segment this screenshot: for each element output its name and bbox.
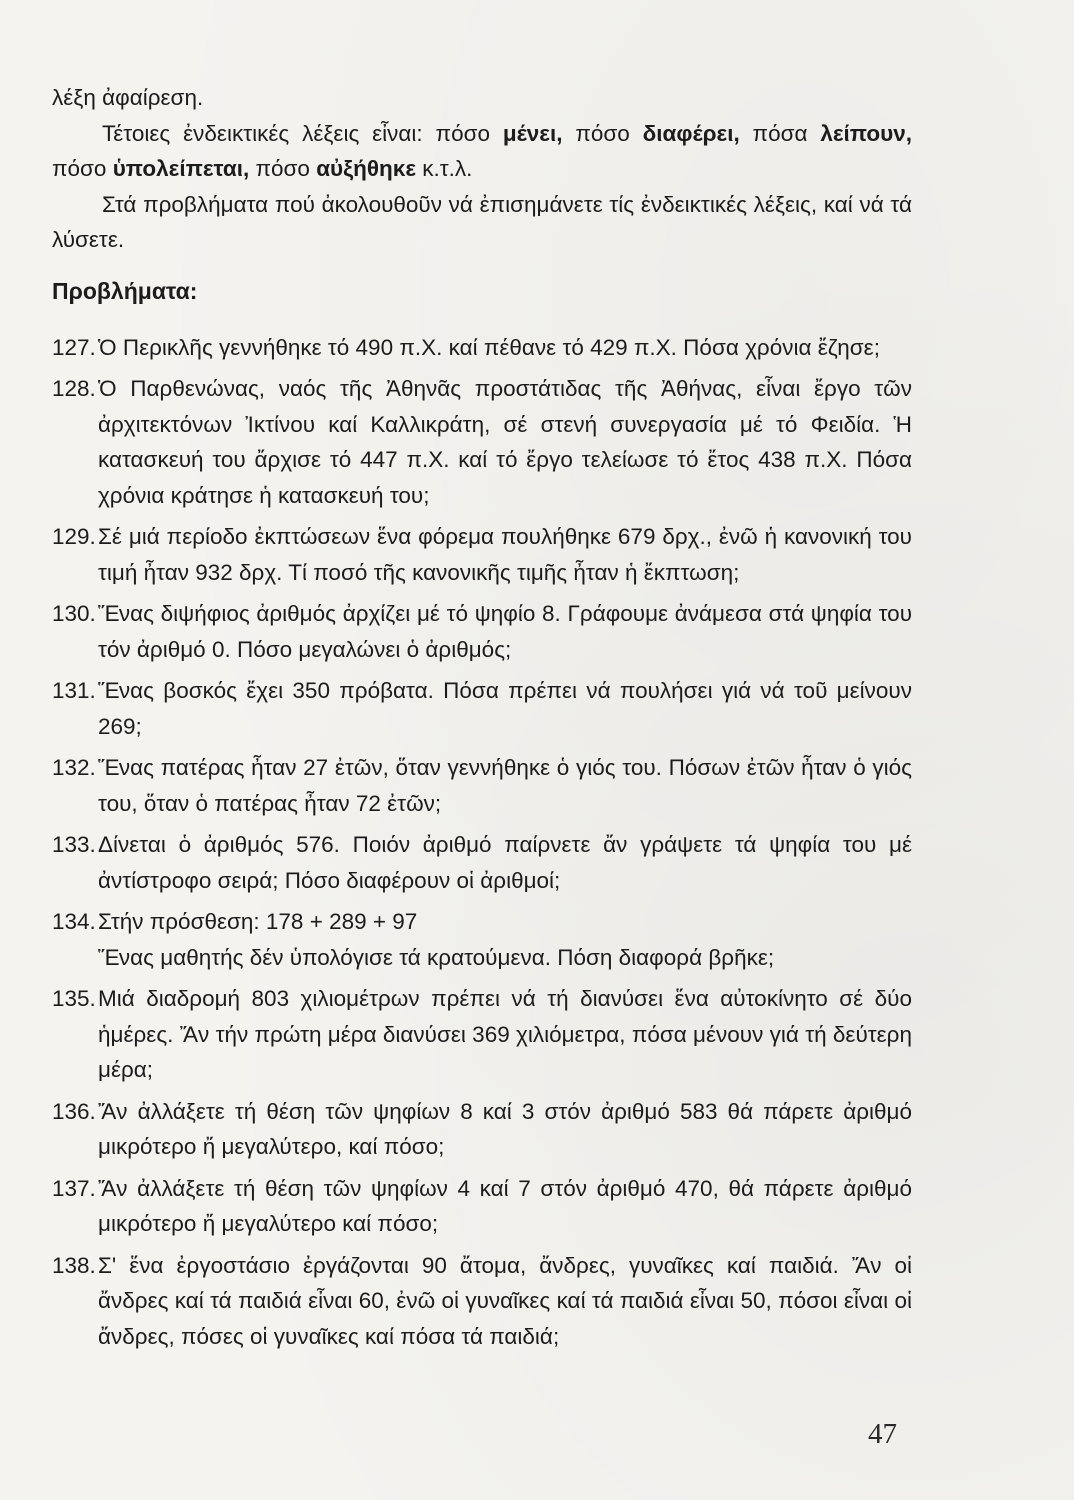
keyword-menei: μένει,	[502, 120, 563, 146]
problem-list	[52, 330, 912, 1355]
page-content	[52, 80, 912, 1360]
intro-paragraph-keywords	[52, 116, 912, 187]
problem-number: 133.	[52, 832, 96, 857]
problem-text	[98, 904, 912, 975]
intro-text: κ.τ.λ.	[416, 156, 473, 181]
problem-number: 137.	[52, 1175, 96, 1201]
keyword-diaferei: διαφέρει,	[642, 120, 740, 146]
problem-item	[52, 827, 912, 898]
problem-item	[52, 673, 912, 744]
problem-number: 129.	[52, 524, 96, 549]
problem-text: Ἕνας διψήφιος ἀριθμός ἀρχίζει μέ τό ψηφίο 8. Γράφουμε ἀνάμεσα στά ψηφία του τόν ἀριθμό 0. Πόσο μεγαλώνει ὁ ἀριθμός;	[98, 601, 912, 662]
problem-text: Μιά διαδρομή 803 χιλιομέτρων πρέπει νά τή διανύσει ἕνα αὐτοκίνητο σέ δύο ἡμέρες. Ἄν τήν πρώτη μέρα διανύσει 369 χιλιόμετρα, πόσα μένουν γιά τή δεύτερη μέρα;	[98, 986, 912, 1082]
problem-item	[52, 1171, 912, 1242]
problem-text: Σ' ἕνα ἐργοστάσιο ἐργάζονται 90 ἄτομα, ἄνδρες, γυναῖκες καί παιδιά. Ἄν οἱ ἄνδρες καί τά παιδιά εἶναι 60, ἐνῶ οἱ γυναῖκες καί τά παιδιά εἶναι 50, πόσοι εἶναι οἱ ἄνδρες, πόσες οἱ γυναῖκες καί πόσα τά παιδιά;	[98, 1252, 912, 1349]
problem-number: 136.	[52, 1098, 96, 1124]
problem-number: 127.	[52, 334, 96, 360]
keyword-leipoun: λείπουν,	[820, 120, 913, 146]
problem-number: 128.	[52, 376, 96, 401]
problem-number: 134.	[52, 909, 96, 934]
problem-item	[52, 1248, 912, 1355]
problem-item	[52, 519, 912, 590]
problem-text: Δίνεται ὁ ἀριθμός 576. Ποιόν ἀριθμό παίρνετε ἄν γράψετε τά ψηφία του μέ ἀντίστροφο σειρά; Πόσο διαφέρουν οἱ ἀριθμοί;	[98, 832, 912, 893]
problem-item	[52, 904, 912, 975]
keyword-afxithike: αὐξήθηκε	[316, 156, 417, 181]
problem-number: 138.	[52, 1252, 96, 1278]
problem-item	[52, 371, 912, 513]
problem-text: Ἄν ἀλλάξετε τή θέση τῶν ψηφίων 4 καί 7 στόν ἀριθμό 470, θά πάρετε ἀριθμό μικρότερο ἤ μεγαλύτερο καί πόσο;	[98, 1175, 912, 1236]
problem-addition-line: Στήν πρόσθεση: 178 + 289 + 97	[98, 909, 418, 934]
intro-paragraph-instructions: Στά προβλήματα πού ἀκολουθοῦν νά ἐπισημάνετε τίς ἐνδεικτικές λέξεις, καί νά τά λύσετε.	[52, 191, 912, 252]
intro-continuation: λέξη ἀφαίρεση.	[52, 85, 204, 110]
problem-question-line: Ἕνας μαθητής δέν ὑπολόγισε τά κρατούμενα. Πόση διαφορά βρῆκε;	[98, 944, 775, 970]
problem-item	[52, 1094, 912, 1165]
intro-text: πόσο	[562, 120, 643, 146]
problem-item	[52, 750, 912, 821]
problem-item	[52, 596, 912, 667]
intro-text: πόσα	[739, 120, 821, 146]
problem-number: 131.	[52, 678, 96, 703]
problem-number: 130.	[52, 601, 96, 626]
problem-text: Ἕνας βοσκός ἔχει 350 πρόβατα. Πόσα πρέπει νά πουλήσει γιά νά τοῦ μείνουν 269;	[98, 678, 912, 739]
problem-text: Σέ μιά περίοδο ἐκπτώσεων ἕνα φόρεμα πουλήθηκε 679 δρχ., ἐνῶ ἡ κανονική του τιμή ἦταν 932 δρχ. Τί ποσό τῆς κανονικῆς τιμῆς ἦταν ἡ ἔκπτωση;	[98, 524, 912, 585]
intro-text: πόσο	[249, 156, 317, 181]
problem-number: 132.	[52, 755, 96, 780]
problem-item	[52, 330, 912, 366]
keyword-ypoleipetai: ὑπολείπεται,	[112, 156, 250, 181]
page-number: 47	[868, 1418, 897, 1450]
problem-number: 135.	[52, 986, 96, 1011]
problem-text: Ἕνας πατέρας ἦταν 27 ἐτῶν, ὅταν γεννήθηκε ὁ γιός του. Πόσων ἐτῶν ἦταν ὁ γιός του, ὅταν ὁ πατέρας ἦταν 72 ἐτῶν;	[98, 755, 912, 816]
problem-text: Ὁ Παρθενώνας, ναός τῆς Ἀθηνᾶς προστάτιδας τῆς Ἀθήνας, εἶναι ἔργο τῶν ἀρχιτεκτόνων Ἰκτίνου καί Καλλικράτη, σέ στενή συνεργασία μέ τό Φειδία. Ἡ κατασκευή του ἄρχισε τό 447 π.Χ. καί τό ἔργο τελείωσε τό ἔτος 438 π.Χ. Πόσα χρόνια κράτησε ἡ κατασκευή του;	[98, 376, 912, 508]
problem-text: Ἄν ἀλλάξετε τή θέση τῶν ψηφίων 8 καί 3 στόν ἀριθμό 583 θά πάρετε ἀριθμό μικρότερο ἤ μεγαλύτερο, καί πόσο;	[98, 1098, 912, 1159]
problem-item	[52, 981, 912, 1088]
intro-text: πόσο	[52, 156, 113, 181]
problem-text: Ὁ Περικλῆς γεννήθηκε τό 490 π.Χ. καί πέθανε τό 429 π.Χ. Πόσα χρόνια ἔζησε;	[98, 334, 880, 360]
intro-text: Τέτοιες ἐνδεικτικές λέξεις εἶναι: πόσο	[102, 120, 503, 146]
problems-heading: Προβλήματα:	[52, 277, 198, 304]
